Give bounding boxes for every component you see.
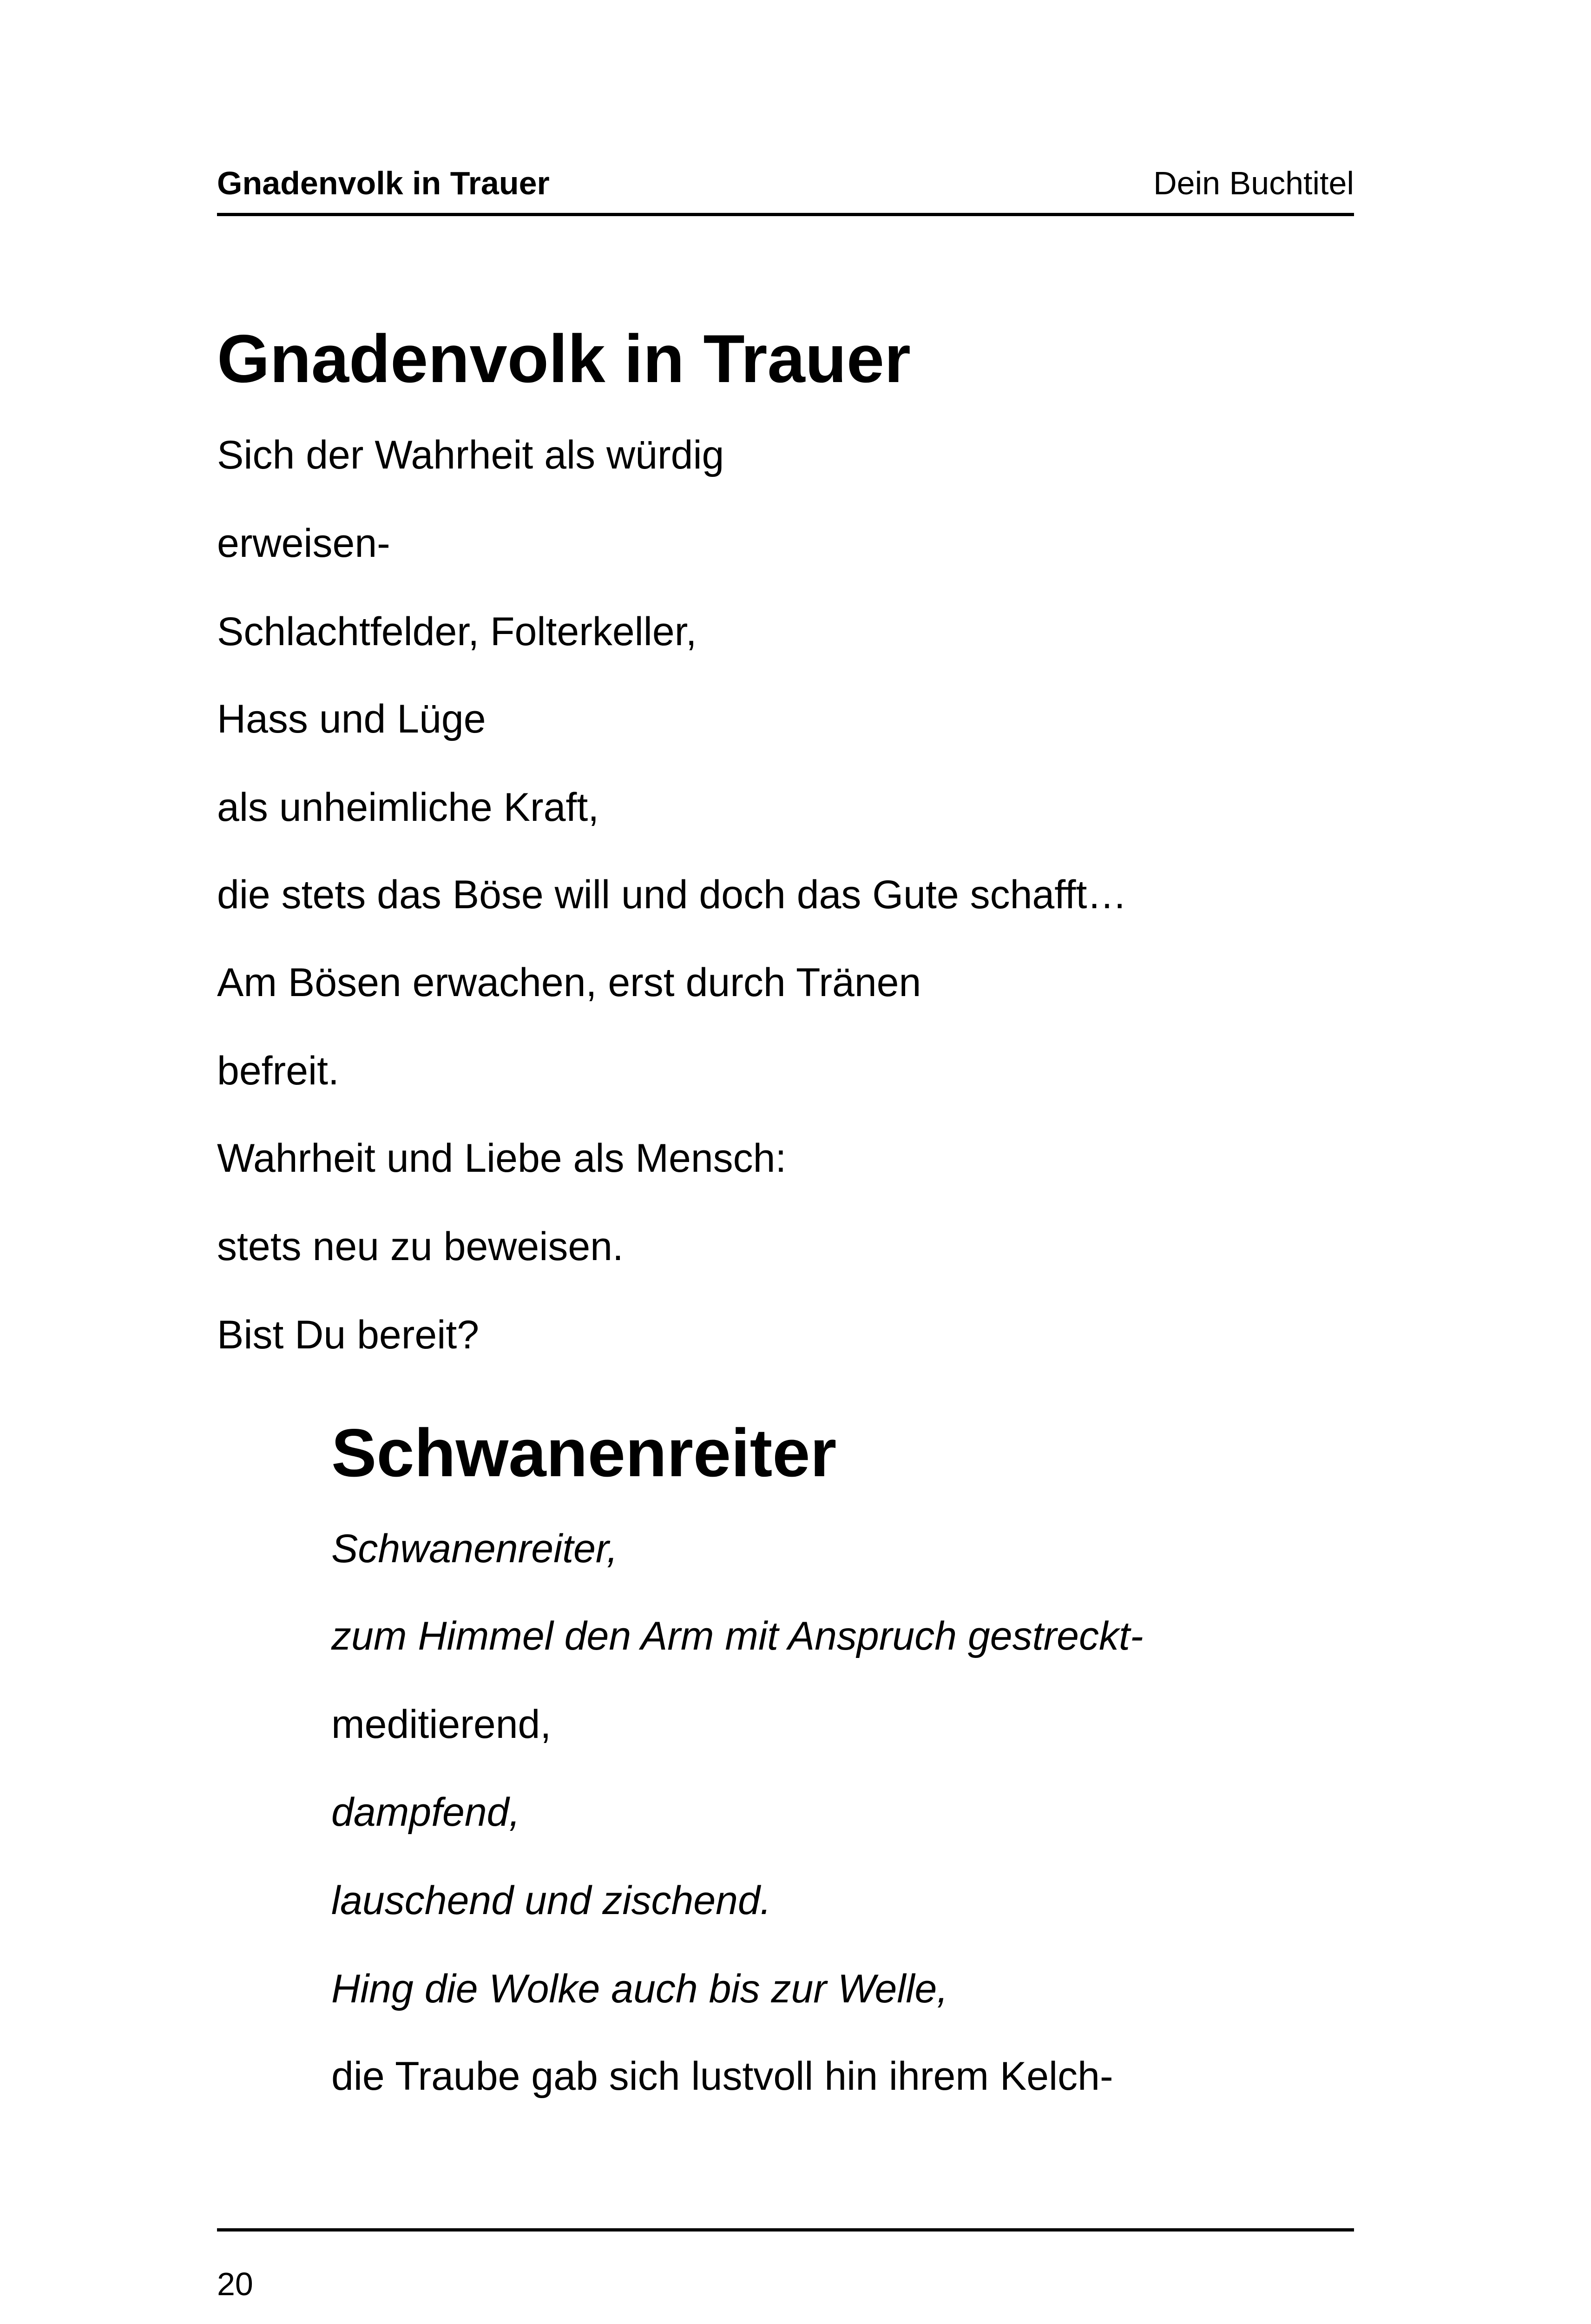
header-rule [217,213,1354,216]
page-number: 20 [217,2266,253,2302]
poem-line: befreit. [217,1049,339,1093]
poem-line: Bist Du bereit? [217,1313,480,1357]
poem-line: Hing die Wolke auch bis zur Welle, [331,1967,948,2011]
poem-line: Schlachtfelder, Folterkeller, [217,609,697,654]
poem-line: meditierend, [331,1702,552,1747]
header-book-title: Dein Buchtitel [1153,165,1354,201]
poem-line: die Traube gab sich lustvoll hin ihrem Kelch- [331,2054,1113,2099]
poem-line: Am Bösen erwachen, erst durch Tränen [217,960,921,1005]
poem-line: Wahrheit und Liebe als Mensch: [217,1136,787,1181]
poem-line: dampfend, [331,1790,520,1835]
poem-line: Schwanenreiter, [331,1526,618,1571]
poem-line: als unheimliche Kraft, [217,785,599,830]
poem-line: zum Himmel den Arm mit Anspruch gestreckt- [331,1614,1144,1658]
poem-title-schwanenreiter: Schwanenreiter [331,1415,837,1491]
poem-line: erweisen- [217,521,390,566]
header-chapter-title: Gnadenvolk in Trauer [217,165,550,201]
poem-line: Sich der Wahrheit als würdig [217,433,724,477]
footer-rule [217,2228,1354,2232]
poem-line: stets neu zu beweisen. [217,1224,624,1269]
poem-line: lauschend und zischend. [331,1878,771,1923]
poem-line: Hass und Lüge [217,697,486,741]
poem-line: die stets das Böse will und doch das Gute schafft… [217,872,1127,917]
poem-title-gnadenvolk: Gnadenvolk in Trauer [217,321,911,396]
running-header [217,163,1354,201]
